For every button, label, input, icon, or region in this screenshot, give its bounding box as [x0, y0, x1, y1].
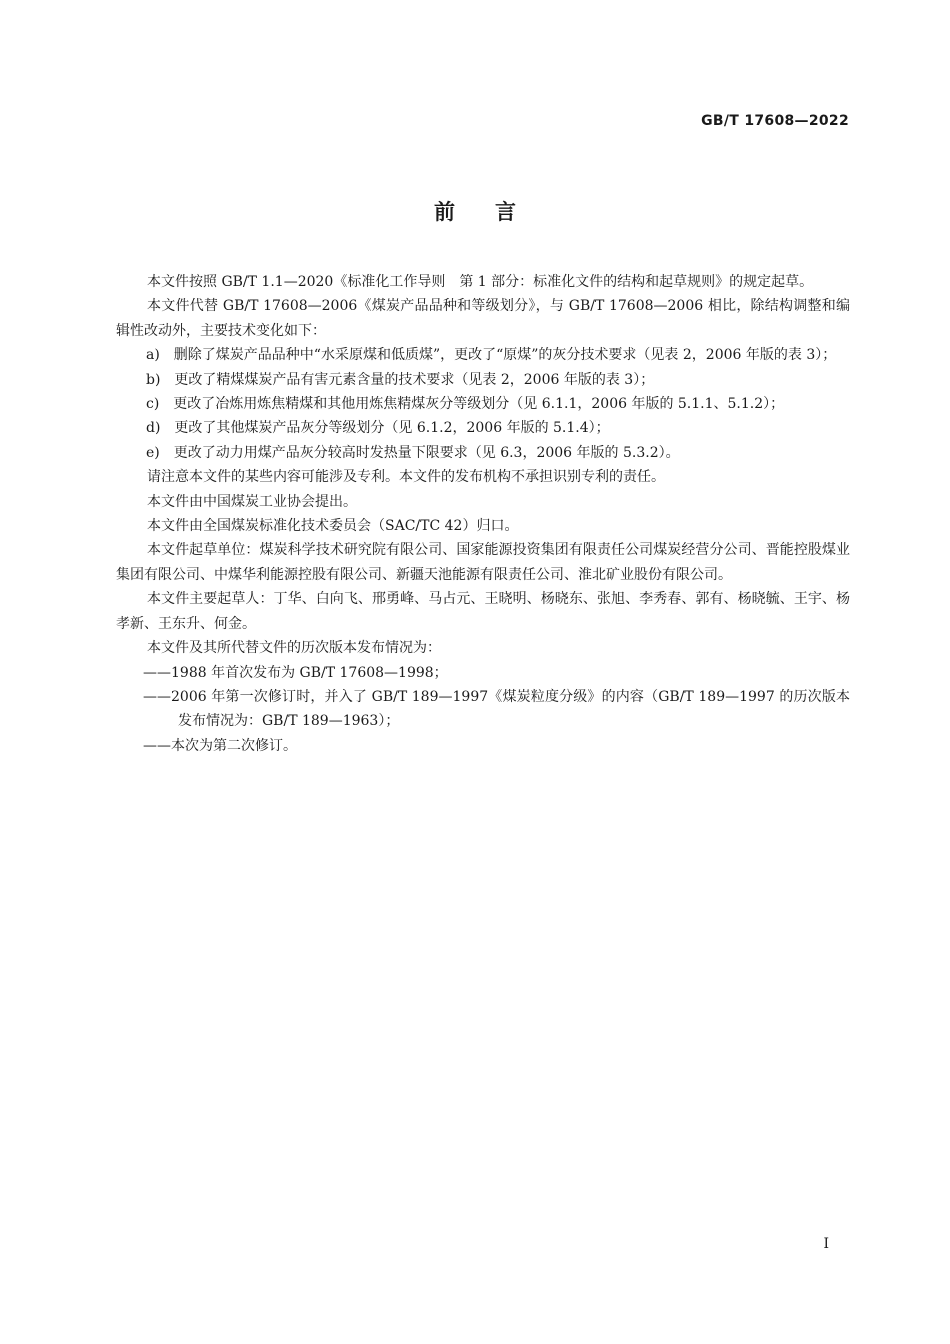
history-item-1988: ——1988 年首次发布为 GB/T 17608—1998； — [143, 664, 448, 681]
paragraph-proposer: 本文件由中国煤炭工业协会提出。 — [147, 493, 357, 510]
paragraph-drafting-units: 本文件起草单位：煤炭科学技术研究院有限公司、国家能源投资集团有限责任公司煤炭经营分公司、晋能控股煤业集团有限公司、中煤华利能源控股有限公司、新疆天池能源有限责任公司、淮北矿业股份有限公司。 — [116, 542, 850, 583]
foreword-body — [116, 270, 850, 758]
paragraph-patent-notice: 请注意本文件的某些内容可能涉及专利。本文件的发布机构不承担识别专利的责任。 — [147, 469, 665, 486]
paragraph-replacement: 本文件代替 GB/T 17608—2006《煤炭产品品种和等级划分》，与 GB/T 17608—2006 相比，除结构调整和编辑性改动外，主要技术变化如下： — [116, 298, 850, 339]
history-item-2006: ——2006 年第一次修订时，并入了 GB/T 189—1997《煤炭粒度分级》的内容（GB/T 189—1997 的历次版本发布情况为：GB/T 189—1963）； — [143, 688, 850, 730]
change-item-b: b) 更改了精煤煤炭产品有害元素含量的技术要求（见表 2，2006 年版的表 3）； — [146, 371, 655, 388]
change-item-a: a) 删除了煤炭产品品种中“水采原煤和低质煤”，更改了“原煤”的灰分技术要求（见表 2，2006 年版的表 3）； — [146, 347, 837, 364]
change-item-e: e) 更改了动力用煤产品灰分较高时发热量下限要求（见 6.3，2006 年版的 5.3.2）。 — [146, 444, 680, 461]
page-number: I — [823, 1236, 829, 1252]
history-item-current: ——本次为第二次修订。 — [143, 737, 297, 754]
paragraph-drafters: 本文件主要起草人：丁华、白向飞、邢勇峰、马占元、王晓明、杨晓东、张旭、李秀春、郭有、杨晓毓、王宇、杨孝新、王东升、何金。 — [116, 591, 850, 632]
change-item-c: c) 更改了冶炼用炼焦精煤和其他用炼焦精煤灰分等级划分（见 6.1.1，2006 年版的 5.1.1、5.1.2）； — [146, 396, 785, 413]
page-title: 前言 — [434, 200, 556, 224]
paragraph-drafting-rules: 本文件按照 GB/T 1.1—2020《标准化工作导则 第 1 部分：标准化文件的结构和起草规则》的规定起草。 — [147, 274, 814, 290]
paragraph-version-history: 本文件及其所代替文件的历次版本发布情况为： — [147, 640, 441, 657]
change-item-d: d) 更改了其他煤炭产品灰分等级划分（见 6.1.2，2006 年版的 5.1.4）； — [146, 420, 610, 437]
standard-code: GB/T 17608—2022 — [701, 113, 849, 129]
paragraph-committee: 本文件由全国煤炭标准化技术委员会（SAC/TC 42）归口。 — [147, 518, 519, 535]
